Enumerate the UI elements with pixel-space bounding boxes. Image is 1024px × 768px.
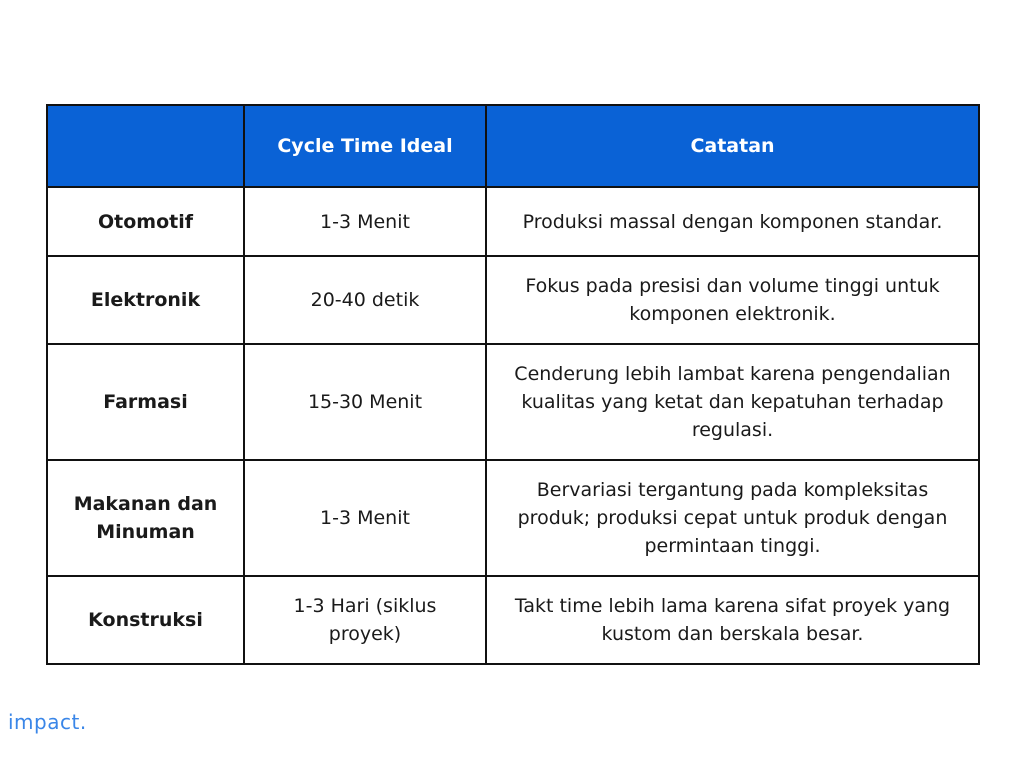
- header-row: [47, 105, 979, 187]
- category-cell: Konstruksi: [47, 576, 244, 664]
- header-cell-cycle-time: Cycle Time Ideal: [244, 105, 486, 187]
- note-cell: Produksi massal dengan komponen standar.: [486, 187, 979, 256]
- header-cell-category: [47, 105, 244, 187]
- category-cell: Elektronik: [47, 256, 244, 344]
- table-row: [47, 187, 979, 256]
- note-cell: Takt time lebih lama karena sifat proyek yang kustom dan berskala besar.: [486, 576, 979, 664]
- impact-logo: impact.: [8, 710, 87, 734]
- table-header: [47, 105, 979, 187]
- note-cell: Fokus pada presisi dan volume tinggi untuk komponen elektronik.: [486, 256, 979, 344]
- note-cell: Cenderung lebih lambat karena pengendalian kualitas yang ketat dan kepatuhan terhadap regulasi.: [486, 344, 979, 460]
- cycle-time-cell: 1-3 Hari (siklus proyek): [244, 576, 486, 664]
- note-cell: Bervariasi tergantung pada kompleksitas produk; produksi cepat untuk produk dengan permintaan tinggi.: [486, 460, 979, 576]
- header-cell-note: Catatan: [486, 105, 979, 187]
- table-row: [47, 256, 979, 344]
- table-body: [47, 187, 979, 664]
- category-cell: Makanan dan Minuman: [47, 460, 244, 576]
- category-cell: Otomotif: [47, 187, 244, 256]
- cycle-time-cell: 1-3 Menit: [244, 460, 486, 576]
- cycle-time-cell: 1-3 Menit: [244, 187, 486, 256]
- table-row: [47, 576, 979, 664]
- cycle-time-cell: 15-30 Menit: [244, 344, 486, 460]
- cycle-time-table: [46, 104, 980, 665]
- cycle-time-table-wrapper: [46, 104, 978, 665]
- table-row: [47, 460, 979, 576]
- cycle-time-cell: 20-40 detik: [244, 256, 486, 344]
- category-cell: Farmasi: [47, 344, 244, 460]
- table-row: [47, 344, 979, 460]
